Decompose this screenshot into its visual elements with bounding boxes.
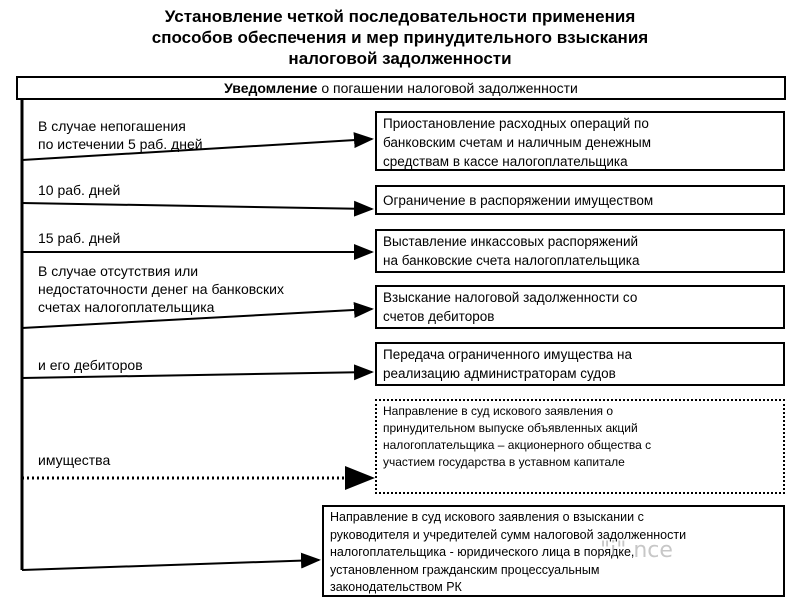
box-founders-claim	[322, 505, 785, 597]
label-line: счетах налогоплательщика	[38, 299, 215, 315]
box-line: установленном гражданским процессуальным	[330, 562, 600, 577]
box-line: Выставление инкассовых распоряжений	[383, 234, 639, 249]
title-line-1: Установление четкой последовательности применения	[164, 7, 636, 26]
box-line: Направление в суд искового заявления о	[383, 404, 614, 418]
box-line: счетов дебиторов	[383, 309, 495, 324]
box-property-transfer	[375, 342, 785, 386]
box-line: на банковские счета налогоплательщика	[383, 253, 640, 268]
box-line: Передача ограниченного имущества на	[383, 347, 632, 362]
left-label-5-days	[38, 117, 203, 153]
box-line: руководителя и учредителей сумм налоговой задолженности	[330, 527, 687, 542]
box-line: Взыскание налоговой задолженности со	[383, 290, 638, 305]
box-line: принудительном выпуске объявленных акций	[383, 421, 638, 435]
left-label-property: имущества	[38, 452, 111, 468]
box-line: средствам в кассе налогоплательщика	[383, 154, 628, 169]
box-line: Ограничение в распоряжении имуществом	[383, 193, 654, 208]
title-line-2: способов обеспечения и мер принудительного взыскания	[151, 28, 649, 47]
box-line: Направление в суд искового заявления о взыскании с	[330, 510, 644, 524]
box-line: законодательством РК	[330, 580, 462, 594]
watermark-logo: "i" nce	[600, 538, 673, 563]
arrow-7	[22, 560, 319, 570]
left-label-debtors: и его дебиторов	[38, 357, 143, 373]
label-line: В случае непогашения	[38, 118, 186, 134]
box-line: налогоплательщика – акционерного общества с	[383, 438, 652, 452]
box-line: банковским счетам и наличным денежным	[383, 135, 652, 150]
box-line: участием государства в уставном капитале	[383, 455, 625, 469]
notification-bold: Уведомление	[224, 80, 318, 96]
left-label-15-days: 15 раб. дней	[38, 230, 121, 246]
box-line: Приостановление расходных операций по	[383, 116, 649, 131]
box-line: налогоплательщика - юридического лица в порядке,	[330, 545, 635, 559]
box-property-restriction	[375, 185, 785, 215]
left-label-10-days: 10 раб. дней	[38, 182, 121, 198]
label-line: недостаточности денег на банковских	[38, 281, 284, 297]
label-line: по истечении 5 раб. дней	[38, 136, 203, 152]
box-collection-orders	[375, 229, 785, 273]
label-line: В случае отсутствия или	[38, 263, 199, 279]
box-debtor-collection	[375, 285, 785, 329]
box-share-issue-claim	[375, 399, 785, 494]
box-suspension	[375, 111, 785, 171]
left-label-no-funds	[38, 262, 284, 316]
title-line-3: налоговой задолженности	[288, 49, 512, 68]
notification-rest: о погашении налоговой задолженности	[317, 80, 578, 96]
box-line: реализацию администраторам судов	[383, 366, 616, 381]
arrow-2	[22, 203, 372, 209]
